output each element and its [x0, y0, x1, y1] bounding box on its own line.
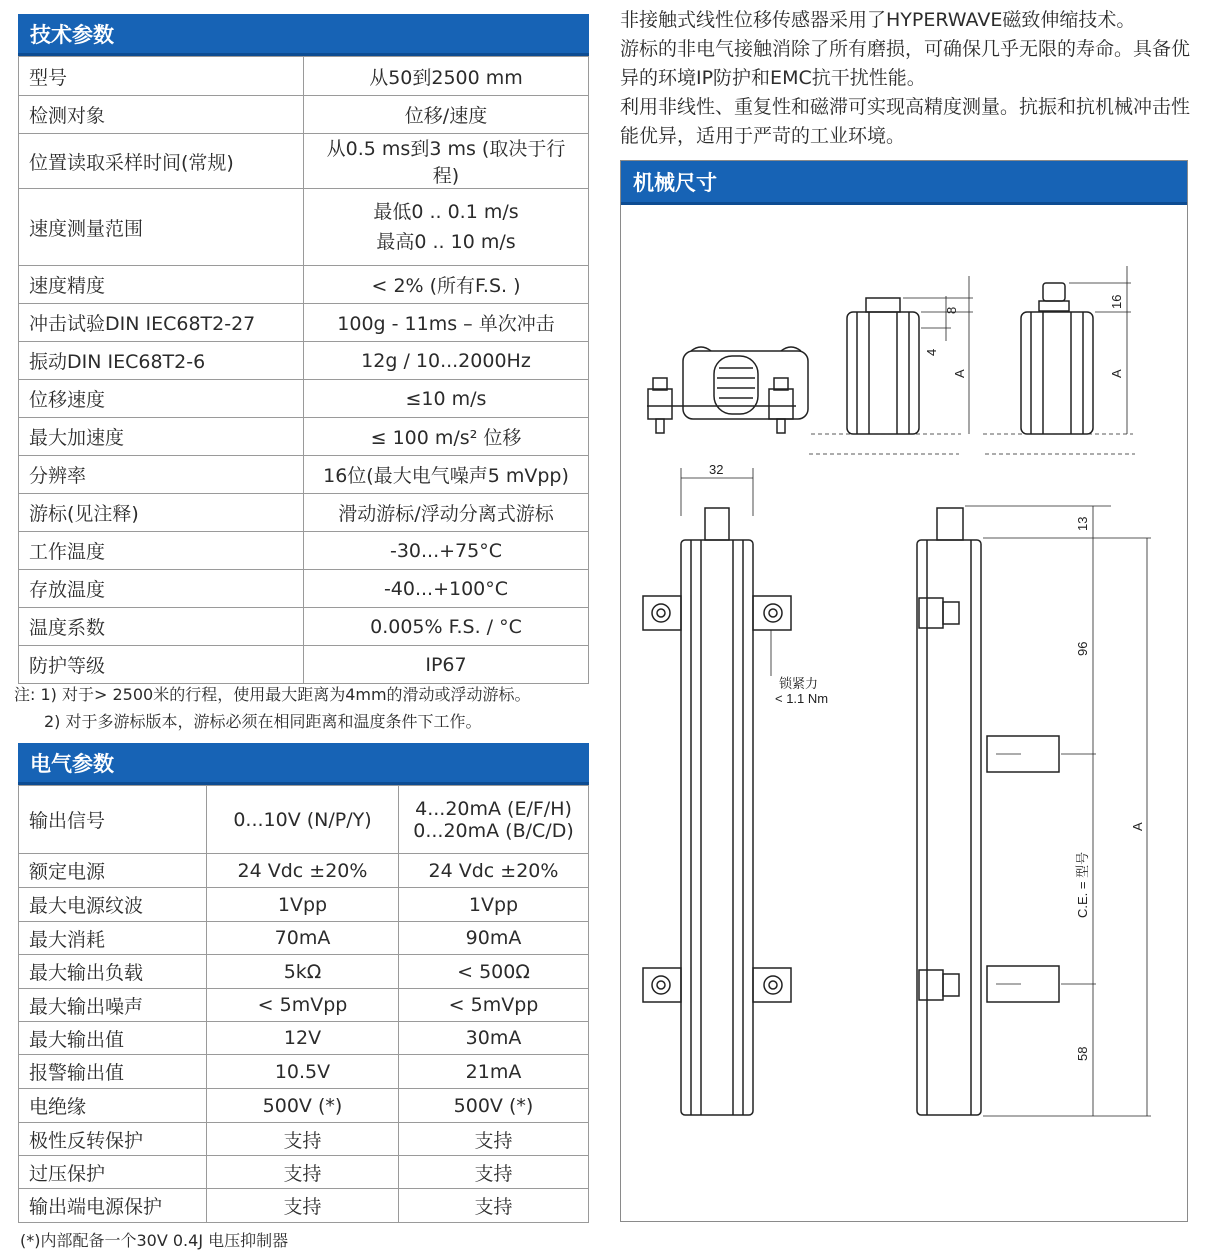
table-row	[19, 1156, 589, 1189]
tech-title: 技术参数	[30, 22, 114, 47]
table-row	[19, 1123, 589, 1156]
row-value-1: 500V (*)	[207, 1089, 399, 1123]
dim-a-2: A	[1109, 369, 1124, 378]
row-label: 位置读取采样时间(常规)	[19, 134, 304, 189]
row-value-1: 12V	[207, 1022, 399, 1055]
table-row	[19, 922, 589, 955]
dim-16: 16	[1109, 294, 1124, 309]
dim-ce: C.E. = 型号	[1075, 851, 1090, 918]
dim-8: 8	[944, 306, 959, 314]
row-label: 最大输出负载	[19, 955, 207, 989]
value-line: 最高0 .. 10 m/s	[376, 231, 516, 253]
dim-13: 13	[1075, 516, 1090, 531]
row-label: 报警输出值	[19, 1055, 207, 1089]
row-label: 输出端电源保护	[19, 1189, 207, 1223]
table-row	[19, 570, 589, 608]
row-value: 12g / 10...2000Hz	[304, 342, 589, 380]
row-value: 从50到2500 mm	[304, 57, 589, 96]
row-value: ≤ 100 m/s² 位移	[304, 418, 589, 456]
tech-note-2: 2) 对于多游标版本，游标必须在相同距离和温度条件下工作。	[44, 712, 482, 731]
table-row	[19, 532, 589, 570]
row-value-2: 支持	[399, 1156, 589, 1189]
elec-table	[18, 785, 589, 1223]
row-value: 16位(最大电气噪声5 mVpp)	[304, 456, 589, 494]
dim-4: 4	[924, 348, 939, 356]
table-row	[19, 1189, 589, 1223]
dim-58: 58	[1075, 1046, 1090, 1061]
table-row	[19, 1055, 589, 1089]
table-row	[19, 1022, 589, 1055]
elec-header	[18, 743, 589, 785]
row-label: 输出信号	[19, 786, 207, 854]
row-label: 最大输出值	[19, 1022, 207, 1055]
table-row	[19, 418, 589, 456]
intro-text	[620, 6, 1200, 151]
row-label: 型号	[19, 57, 304, 96]
value-line: 0...20mA (B/C/D)	[413, 819, 574, 842]
row-value: -40...+100°C	[304, 570, 589, 608]
mech-panel	[620, 160, 1188, 1222]
row-label: 游标(见注释)	[19, 494, 304, 532]
table-row	[19, 646, 589, 684]
row-value: 滑动游标/浮动分离式游标	[304, 494, 589, 532]
table-row	[19, 786, 589, 854]
row-label: 防护等级	[19, 646, 304, 684]
table-row	[19, 1089, 589, 1123]
torque-value: < 1.1 Nm	[775, 691, 829, 706]
torque-label: 锁紧力	[779, 676, 819, 691]
row-label: 分辨率	[19, 456, 304, 494]
dim-a-3: A	[1130, 822, 1145, 831]
mech-header	[621, 161, 1187, 205]
row-value-1: 10.5V	[207, 1055, 399, 1089]
tech-note-1: 注: 1) 对于> 2500米的行程，使用最大距离为4mm的滑动或浮动游标。	[14, 685, 531, 704]
tech-header	[18, 14, 589, 56]
value-line: 4...20mA (E/F/H)	[415, 797, 572, 820]
row-value: < 2% (所有F.S. )	[304, 266, 589, 304]
row-label: 温度系数	[19, 608, 304, 646]
row-value-1: 5kΩ	[207, 955, 399, 989]
row-value-1: 支持	[207, 1189, 399, 1223]
elec-title: 电气参数	[30, 751, 114, 776]
mechanical-drawing	[621, 206, 1187, 1221]
row-label: 速度精度	[19, 266, 304, 304]
row-value-1: 支持	[207, 1123, 399, 1156]
table-row	[19, 134, 589, 189]
table-row	[19, 888, 589, 922]
table-row	[19, 189, 589, 266]
table-row	[19, 96, 589, 134]
dim-96: 96	[1075, 641, 1090, 656]
table-row	[19, 342, 589, 380]
row-label: 最大电源纹波	[19, 888, 207, 922]
row-value-2: 支持	[399, 1123, 589, 1156]
row-label: 额定电源	[19, 854, 207, 888]
elec-footnote: (*)内部配备一个30V 0.4J 电压抑制器	[20, 1231, 289, 1250]
dim-a-1: A	[952, 369, 967, 378]
table-row	[19, 494, 589, 532]
table-row	[19, 266, 589, 304]
row-label: 速度测量范围	[19, 189, 304, 266]
table-row	[19, 989, 589, 1022]
row-value: 位移/速度	[304, 96, 589, 134]
row-value: 0.005% F.S. / °C	[304, 608, 589, 646]
row-value-2: 支持	[399, 1189, 589, 1223]
intro-paragraph: 非接触式线性位移传感器采用了HYPERWAVE磁致伸缩技术。	[620, 9, 1136, 31]
table-row	[19, 304, 589, 342]
row-value-1: 1Vpp	[207, 888, 399, 922]
front-view-icon	[647, 347, 808, 433]
side-view-icon	[847, 276, 973, 434]
row-label: 最大输出噪声	[19, 989, 207, 1022]
row-value-2: < 5mVpp	[399, 989, 589, 1022]
row-value-2: 500V (*)	[399, 1089, 589, 1123]
row-value-2: 90mA	[399, 922, 589, 955]
row-label: 最大消耗	[19, 922, 207, 955]
row-label: 振动DIN IEC68T2-6	[19, 342, 304, 380]
table-row	[19, 380, 589, 418]
row-value-1: 支持	[207, 1156, 399, 1189]
row-value: -30...+75°C	[304, 532, 589, 570]
row-value-2: 30mA	[399, 1022, 589, 1055]
row-value: IP67	[304, 646, 589, 684]
row-value-2	[399, 786, 589, 854]
row-value-1: 0...10V (N/P/Y)	[207, 786, 399, 854]
profile-side-view	[917, 506, 1151, 1116]
row-value: ≤10 m/s	[304, 380, 589, 418]
mech-title: 机械尺寸	[633, 170, 717, 195]
table-row	[19, 456, 589, 494]
row-value: 100g - 11ms – 单次冲击	[304, 304, 589, 342]
row-label: 电绝缘	[19, 1089, 207, 1123]
row-label: 位移速度	[19, 380, 304, 418]
intro-paragraph: 游标的非电气接触消除了所有磨损，可确保几乎无限的寿命。具备优异的环境IP防护和EMC抗干扰性能。	[620, 38, 1191, 89]
value-line: 最低0 .. 0.1 m/s	[373, 201, 519, 223]
row-value-1: 24 Vdc ±20%	[207, 854, 399, 888]
profile-front-view	[643, 468, 791, 1115]
row-value-1: 70mA	[207, 922, 399, 955]
table-row	[19, 955, 589, 989]
row-label: 检测对象	[19, 96, 304, 134]
row-value-2: 1Vpp	[399, 888, 589, 922]
row-label: 极性反转保护	[19, 1123, 207, 1156]
row-label: 存放温度	[19, 570, 304, 608]
tech-table	[18, 56, 589, 684]
row-label: 过压保护	[19, 1156, 207, 1189]
row-value: 从0.5 ms到3 ms (取决于行程)	[304, 134, 589, 189]
dim-32: 32	[709, 462, 724, 477]
row-label: 冲击试验DIN IEC68T2-27	[19, 304, 304, 342]
row-value-2: < 500Ω	[399, 955, 589, 989]
table-row	[19, 854, 589, 888]
row-value-2: 21mA	[399, 1055, 589, 1089]
row-value-2: 24 Vdc ±20%	[399, 854, 589, 888]
row-label: 工作温度	[19, 532, 304, 570]
intro-paragraph: 利用非线性、重复性和磁滞可实现高精度测量。抗振和抗机械冲击性能优异，适用于严苛的工业环境。	[620, 96, 1191, 147]
connector-view-icon	[1021, 266, 1131, 434]
row-value	[304, 189, 589, 266]
table-row	[19, 608, 589, 646]
row-value-1: < 5mVpp	[207, 989, 399, 1022]
table-row	[19, 57, 589, 96]
row-label: 最大加速度	[19, 418, 304, 456]
